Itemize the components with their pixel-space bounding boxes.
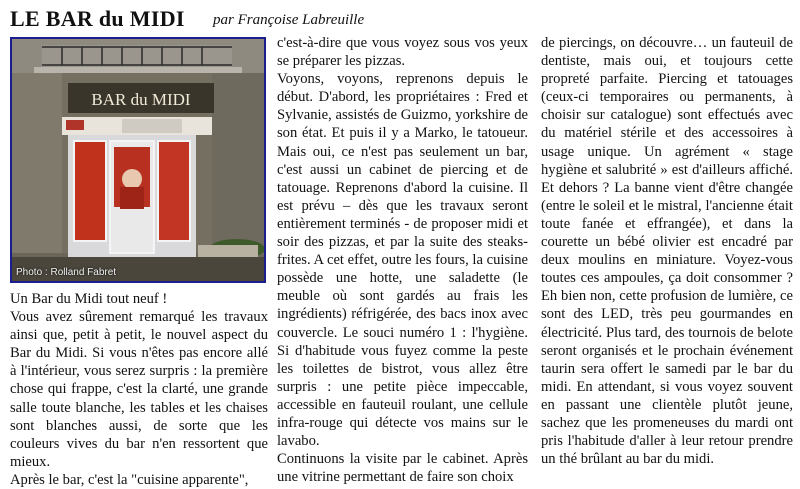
sign-text: BAR du MIDI: [91, 90, 191, 109]
paragraph-owners: Voyons, voyons, reprenons depuis le début. D'abord, les propriétaires : Fred et Sylvanie, assistés de Guizmo, yorkshire de son état. Et puis il y a Marko, le tatoueur. Mais oui, ce n'est pas seulement un bar, c'est aussi un cabinet de piercing et de tatouage. Reprenons d'abord la cuisine. Il est prévu – dès que les travaux seront entièrement terminés - de proposer midi et soir des pizzas, et par la suite des steaks-frites. A cet effet, outre les fours, la cuisine possède une hotte, une saladette (le meuble où sont gardés au frais les ingrédients) réfrigérée, des bacs inox avec couvercle. Le souci numéro 1 : l'hygiène. Si d'habitude vous fuyez comme la peste les toilettes de bistrot, vous allez être surpris : une petite pièce impeccable, accessible en fauteuil roulant, une cellule infra-rouge qui détecte vos mains sur le lavabo.: [277, 71, 528, 450]
storefront-illustration: [12, 39, 264, 281]
article-column-3: [541, 34, 793, 468]
paragraph-cabinet-end: de piercings, on découvre… un fauteuil de dentiste, mais oui, et toujours cette propreté parfaite. Piercing et tatouages (ceux-ci temporaires ou permanents, à choisir sur catalogue) sont effectués avec du matériel stérile et des accessoires à usage unique. Un agrément « stage hygiène et salubrité » est d'ailleurs affiché. Et dehors ? La banne vient d'être changée (entre le soleil et le mistral, l'ancienne était toute fanée et effrangée), et dans la courette un bébé olivier est encadré par deux moulins en miniature. Voyez-vous toutes ces ampoules, ça doit consommer ? Eh bien non, cette profusion de lumière, ce sont des LED, très peu gourmandes en électricité. Plus tard, des tournois de belote seront organisés et le prochain événement taurin sera offert le samedi par le bar du midi. En attendant, si vous voyez souvent en passant une clientèle plutôt jeune, sachez que les promeneuses du mardi ont pris l'habitude d'aller à leur retour prendre un thé brûlant au bar du midi.: [541, 35, 793, 468]
paragraph-cuisine-end: c'est-à-dire que vous voyez sous vos yeux se préparer les pizzas.: [277, 35, 528, 70]
photo-credit: Photo : Rolland Fabret: [16, 267, 117, 278]
article-title: LE BAR du MIDI: [10, 6, 185, 31]
storefront-photo: [10, 37, 266, 283]
article-column-2: [277, 34, 528, 486]
article-byline: par Françoise Labreuille: [213, 12, 365, 28]
paragraph-cuisine-start: Après le bar, c'est la "cuisine apparente",: [10, 471, 249, 488]
article-headline: Un Bar du Midi tout neuf !: [10, 291, 168, 307]
paragraph-cabinet-start: Continuons la visite par le cabinet. Après une vitrine permettant de faire son choix: [277, 451, 528, 486]
article-column-1: [10, 290, 268, 489]
paragraph-intro: Vous avez sûrement remarqué les travaux ainsi que, petit à petit, le nouvel aspect du Bar du Midi. Si vous n'êtes pas encore allé à l'intérieur, vous serez surpris : la première chose qui frappe, c'est la clarté, une grande salle toute blanche, les tables et les chaises sont blanches aussi, de sorte que les couleurs vives du bar n'en ressortent que mieux.: [10, 309, 268, 470]
article-header: [10, 6, 530, 32]
